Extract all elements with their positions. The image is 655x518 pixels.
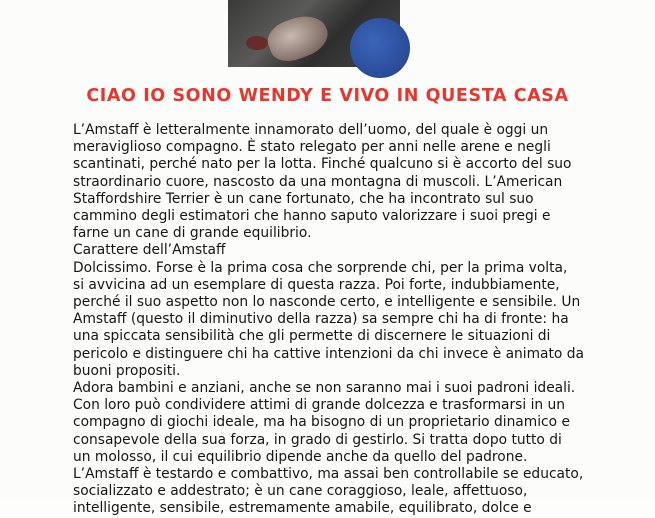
text-line: buoni propositi. — [73, 362, 181, 379]
body-text — [73, 122, 653, 518]
page-title: CIAO IO SONO WENDY E VIVO IN QUESTA CASA — [86, 86, 569, 106]
text-line: Con loro può condividere attimi di grande dolcezza e trasformarsi in un — [73, 397, 566, 414]
text-line: Amstaff (questo il diminutivo della razza) sa sempre chi ha di fronte: ha — [73, 311, 569, 328]
text-line: L’Amstaff è letteralmente innamorato dell’uomo, del quale è oggi un — [73, 122, 549, 138]
text-line: intelligente, sensibile, estremamente amabile, equilibrato, dolce e — [73, 500, 532, 517]
text-line: Dolcissimo. Forse è la prima cosa che sorprende chi, per la prima volta, — [73, 259, 568, 276]
text-line: straordinario cuore, nascosto da una montagna di muscoli. L’American — [73, 173, 563, 190]
photo-detail-hand — [263, 9, 333, 67]
text-line: meraviglioso compagno. È stato relegato per anni nelle arene e negli — [73, 139, 551, 156]
photo-detail-blue-object — [350, 18, 410, 78]
text-line: L’Amstaff è testardo e combattivo, ma assai ben controllabile se educato, — [73, 466, 584, 483]
photo-detail-dark — [246, 36, 268, 50]
text-line: si avvicina ad un esemplare di questa razza. Poi forte, indubbiamente, — [73, 276, 560, 293]
text-line: scantinati, perché nato per la lotta. Finché qualcuno si è accorto del suo — [73, 156, 572, 173]
text-line: cammino degli estimatori che hanno saputo valorizzare i suoi pregi e — [73, 208, 551, 225]
dog-photo — [228, 0, 400, 67]
text-line: perché il suo aspetto non lo nasconde certo, e intelligente e sensibile. Un — [73, 294, 581, 311]
text-line: compagno di giochi ideale, ma ha bisogno di un proprietario dinamico e — [73, 414, 570, 431]
text-line: una spiccata sensibilità che gli permette di discernere le situazioni di — [73, 328, 551, 345]
text-line: Staffordshire Terrier è un cane fortunato, che ha incontrato sul suo — [73, 190, 534, 207]
text-line: consapevole della sua forza, in grado di gestirlo. Si tratta dopo tutto di — [73, 431, 562, 448]
text-line: farne un cane di grande equilibrio. — [73, 225, 312, 242]
text-line: pericolo e distinguere chi ha cattive intenzioni da chi invece è animato da — [73, 345, 584, 362]
text-line: socializzato e addestrato; è un cane coraggioso, leale, affettuoso, — [73, 483, 528, 500]
text-line: un molosso, il cui equilibrio dipende anche da quello del padrone. — [73, 448, 528, 465]
text-line: Carattere dell’Amstaff — [73, 242, 226, 259]
text-line: Adora bambini e anziani, anche se non saranno mai i suoi padroni ideali. — [73, 380, 576, 397]
